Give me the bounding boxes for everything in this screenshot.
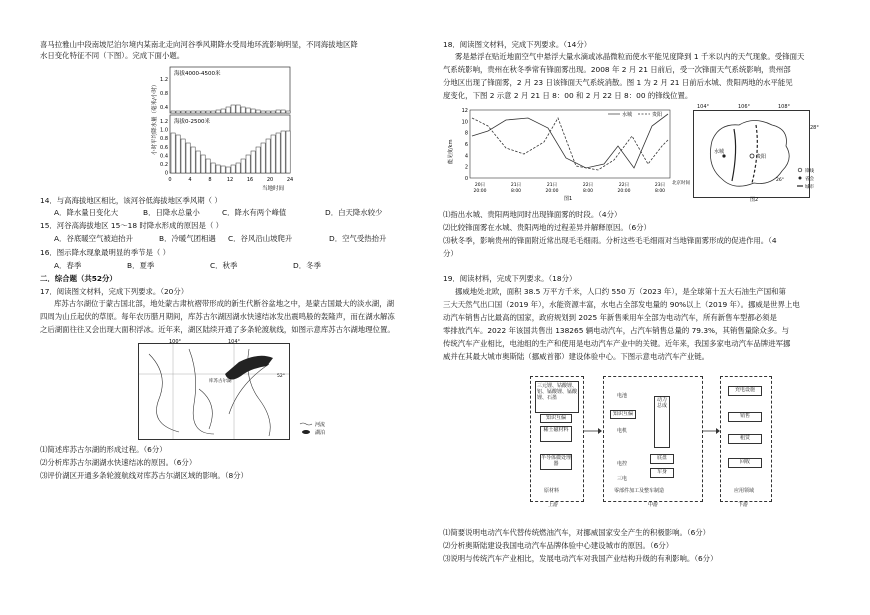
q14-option-d[interactable]: D．白天降水较少 [325, 208, 383, 217]
vis-x-tick [618, 181, 631, 194]
visibility-chart [448, 106, 688, 202]
river-legend-icon [300, 423, 312, 425]
map2-lat-28: 28° [810, 125, 819, 131]
midstream-label: 零部件加工及整车制造 [614, 488, 665, 494]
rare-earth-box: 稀土磁材料 [540, 426, 572, 442]
map-lon-100: 100° [169, 339, 182, 345]
rain-bottom-bar [206, 159, 210, 173]
battery-label: 电池 [617, 393, 628, 399]
q18-para-1: 雾是悬浮在贴近地面空气中悬浮大量水滴或冰晶微粒而使水平能见度降到 1 千米以内的天气现象。受锋面天 [455, 52, 805, 61]
rain-bottom-bar [231, 165, 235, 173]
rain-bottom-bar [281, 131, 285, 173]
map-legend [298, 420, 338, 442]
tri-electric-label: 三电 [617, 476, 628, 482]
knowledge-box-2: 知识互偏 [610, 410, 636, 419]
guizhou-map [693, 110, 810, 198]
q17-para-3: 之后湖面往往又会出现大面积浮冰。近年来，湖区陆续开通了多条轮渡航线，如图示意库苏古尔湖地理位置。 [40, 325, 395, 334]
q19-sub-1: ⑴简要说明电动汽车代替传统燃油汽车，对挪威国家安全产生的积极影响。（6分） [443, 528, 711, 537]
rainfall-chart [150, 63, 310, 193]
vis-y-tick: 4 [464, 153, 468, 160]
powertrain-box: 动力总成 [654, 396, 670, 448]
map2-legend-svg [796, 166, 836, 192]
q18-sub-3-cont: 分） [443, 249, 458, 258]
rain-bottom-bar [226, 167, 230, 173]
rain-bottom-bar [271, 135, 275, 173]
downstream-stage: 下游 [738, 502, 749, 508]
recycle-box: 回收 [728, 458, 762, 468]
rain-top-bar [191, 111, 195, 113]
vis-caption: 图1 [564, 196, 573, 202]
q19-para-2: 三大天然气出口国（2019 年），水能资源丰富，水电占全部发电量的 90%以上（2019 年）。挪威是世界上电 [443, 300, 800, 309]
map2-lon-106: 106° [738, 104, 751, 110]
lease-box: 租赁 [728, 434, 762, 444]
vis-frame [470, 110, 670, 178]
vis-ylabel: 能见度/km [448, 139, 454, 164]
upstream-label: 原材料 [544, 488, 560, 494]
vis-y-tick: 2 [464, 164, 468, 171]
rain-bottom-bar [246, 155, 250, 173]
guiyang-label: 贵阳 [756, 154, 767, 160]
rainfall-chart-svg [150, 63, 310, 193]
rain-top-label: 海拔4000-4500米 [174, 71, 221, 77]
legend-city-label: 城市 [805, 185, 814, 190]
rain-top-bar [271, 111, 275, 113]
q17-sub-2: ⑵分析库苏古尔湖湖水快速结冰的原因。（6分） [40, 458, 197, 467]
rain-bottom-tick: 1.2 [160, 119, 168, 125]
arrow-up-mid-head [598, 428, 602, 434]
rain-x-tick: 20 [266, 177, 274, 183]
rain-x-tick: 0 [168, 177, 172, 183]
legend-capital-icon [798, 168, 802, 172]
rain-top-bar [286, 111, 290, 113]
rain-bottom-label: 海拔0-2500米 [174, 119, 210, 125]
charging-box: 充电设施 [728, 386, 762, 396]
q19-sub-3: ⑶说明与传统汽车产业相比，发展电动汽车对我国产业结构升级的有利影响。（6分） [443, 554, 718, 563]
rain-top-bar [266, 111, 270, 113]
intro-line-1: 喜马拉雅山中段南坡尼泊尔境内某南北走向河谷季风期降水受局地环流影响明显，不同海拔地区降 [40, 40, 358, 49]
q17-para-1: 库苏古尔湖位于蒙古国北部，地处蒙古肃杭褶带形成的新生代断谷盆地之中，是蒙古国最大的淡水湖，湖 [54, 299, 394, 308]
rain-bottom-bar [221, 166, 225, 173]
rain-x-tick: 12 [226, 177, 234, 183]
rain-x-tick: 8 [208, 177, 212, 183]
rain-top-bar [246, 108, 250, 113]
rain-x-tick: 4 [188, 177, 192, 183]
chassis-box: 底盘 [650, 454, 674, 464]
map2-lon-104: 104° [697, 104, 710, 110]
sales-box: 销售 [728, 412, 762, 422]
rain-top-bar [196, 111, 200, 113]
legend-front-label: 锋线 [805, 169, 814, 174]
rain-top-bar [221, 109, 225, 113]
q14-option-c[interactable]: C．降水有两个峰值 [222, 208, 287, 217]
q17-sub-3: ⑶评价湖区开通多条轮渡航线对库苏古尔湖区域的影响。（8分） [40, 471, 248, 480]
q19-para-3: 动汽车销售占比最高的国家，政府规划到 2025 年新售乘用车全部为电动汽车，所有新售车型都必须是 [443, 313, 777, 322]
q18-para-3: 分地区出现了锋面雾，2 月 23 日该锋面天气系统消散。图 1 为 2 月 21 日前后水城、贵阳两地的水平能见 [443, 78, 793, 87]
body-box: 车身 [650, 468, 674, 478]
vis-y-tick: 10 [461, 119, 468, 126]
rain-top-bar [236, 105, 240, 113]
rain-top-bar [276, 110, 280, 113]
rain-top-bar [206, 111, 210, 113]
shuicheng-label: 水城 [714, 149, 725, 155]
front-line-21 [732, 129, 736, 181]
rain-bottom-bar [186, 143, 190, 173]
legend-b-label: 贵阳 [652, 112, 663, 118]
svg-text:21日: 21日 [510, 183, 522, 188]
rain-bottom-bar [241, 159, 245, 173]
map2-legend [796, 166, 836, 196]
q18-sub-2: ⑵比较锋面雾在水城、贵阳两地的过程差异并解释原因。（6分） [443, 223, 651, 232]
q19-stem: 19．阅读材料，完成下列要求。（18分） [443, 274, 577, 283]
vis-y-tick: 12 [461, 108, 468, 114]
control-label: 电控 [617, 461, 628, 467]
q17-para-2: 四周为山丘起伏的草原。每年农历腊月期间，库苏古尔湖因湖水快速结冰发出震鸣般的轰隆声，而在湖水解冻 [40, 312, 395, 321]
rain-x-tick: 24 [286, 177, 294, 183]
legend-city-icon [799, 177, 802, 180]
svg-text:22日: 22日 [582, 183, 594, 188]
map-lon-104-label: 104° [228, 339, 241, 345]
rain-bottom-bar [211, 163, 215, 173]
q18-para-4: 度变化，下图 2 示意 2 月 21 日 8：00 和 2 月 22 日 8：00 的锋线位置。 [443, 91, 693, 100]
rain-top-bar [201, 111, 205, 113]
q15-stem: 15．河谷高海拔地区 15～18 时降水形成的原因是（ ） [40, 221, 224, 230]
q19-para-6: 威并在其最大城市奥斯陆（挪威首都）建设体验中心。下图示意电动汽车产业链。 [443, 352, 710, 361]
q18-para-2: 气系统影响，贵州在秋冬季常有锋面雾出现。2008 年 2 月 21 日前后，受一次锋面天气系统影响，贵州部 [443, 65, 791, 74]
rain-top-tick: 0.8 [160, 91, 168, 97]
svg-text:8:00: 8:00 [510, 189, 522, 194]
q16-option-d[interactable]: D．冬季 [293, 261, 321, 270]
svg-text:8:00: 8:00 [654, 189, 666, 194]
ev-chain-diagram [530, 376, 780, 512]
semiconductor-box: 半导体微处理器 [540, 454, 572, 470]
q15-option-b[interactable]: B．冷暖气团相遇 [159, 234, 216, 243]
q16-option-c[interactable]: C．秋季 [210, 261, 238, 270]
rain-top-bar [256, 110, 260, 113]
q16-stem: 16．图示降水现象最明显的季节是（ ） [40, 248, 171, 257]
legend-river-label: 河流 [315, 422, 326, 428]
svg-text:20:00: 20:00 [473, 189, 487, 194]
q19-sub-2: ⑵分析奥斯陆建设我国电动汽车品牌体验中心建设城市的原因。（6分） [443, 541, 674, 550]
q16-option-b[interactable]: B．夏季 [127, 261, 155, 270]
knowledge-box-1: 知识互偏 [540, 414, 572, 423]
lat-26: 26° [776, 178, 784, 183]
rain-bottom-tick: 1.0 [160, 127, 168, 134]
legend-a-label: 水城 [622, 112, 633, 118]
visibility-chart-svg [448, 106, 688, 202]
rain-top-bar [176, 111, 180, 113]
q19-para-1: 挪威地处北欧，面积 38.5 万平方千米，人口约 550 万（2023 年），是全球第十五大石油生产国和第 [455, 287, 786, 296]
vis-x-tick [546, 181, 559, 194]
rain-x-tick: 16 [246, 177, 254, 183]
lake-legend-icon [302, 430, 310, 434]
series-guiyang [472, 118, 668, 170]
vis-y-tick: 6 [464, 142, 468, 148]
rain-bottom-tick: 0.6 [160, 144, 168, 151]
q17-stem: 17．阅读图文材料，完成下列要求。（20分） [40, 287, 189, 296]
rain-top-bar [186, 111, 190, 113]
vis-xlabel: 北京时间 [672, 181, 690, 186]
legend-capital-label: 省会 [805, 177, 814, 182]
rain-bottom-bar [236, 163, 240, 173]
rain-xlabel: 当地时间 [262, 186, 285, 192]
rain-top-bar [251, 109, 255, 113]
q18-sub-1: ⑴指出水城、贵阳两地同时出现锋面雾的时段。（4分） [443, 210, 622, 219]
midstream-stage: 中游 [648, 502, 659, 508]
series-shuicheng [472, 114, 668, 168]
rain-bottom-bar [286, 131, 290, 173]
q18-stem: 18．阅读图文材料，完成下列要求。（14分） [443, 40, 592, 49]
rain-bottom-tick: 0 [164, 170, 168, 177]
svg-text:8:00: 8:00 [582, 189, 594, 194]
rain-top-bar [171, 111, 175, 113]
q14-option-a[interactable]: A．降水量日变化大 [54, 208, 119, 217]
rain-top-bar [241, 107, 245, 113]
lake-label: 库苏古尔湖 [209, 379, 232, 384]
rain-bottom-bar [201, 155, 205, 173]
rain-bottom-tick: 0.2 [160, 162, 168, 168]
rain-bottom-bar [181, 139, 185, 173]
rain-top-bar [181, 111, 185, 113]
q14-stem: 14．与高海拔地区相比，该河谷低海拔地区季风期（ ） [40, 196, 222, 205]
map2-lon-108: 108° [778, 104, 791, 110]
svg-text:20:00: 20:00 [545, 189, 559, 194]
rain-bottom-tick: 0.4 [160, 153, 168, 160]
rain-bottom-bar [256, 147, 260, 173]
raw-materials-box: 三元锂、钴酸锂、铝、锰酸锂、锰酸锂、石墨 [535, 381, 579, 413]
rain-bottom-bar [276, 133, 280, 173]
motor-label: 电机 [617, 428, 628, 434]
svg-text:23日: 23日 [654, 183, 666, 188]
vis-x-tick [655, 181, 665, 194]
rain-top-bar [211, 111, 215, 113]
section-2-title: 二．综合题（共52分） [40, 274, 117, 283]
rain-bottom-bar [261, 143, 265, 173]
rain-top-bar [261, 111, 265, 113]
vis-x-tick [511, 181, 521, 194]
map2-caption: 图2 [750, 197, 759, 203]
rain-top-bar [226, 107, 230, 113]
rain-top-bar [231, 105, 235, 113]
rain-top-bar [216, 110, 220, 113]
rain-top-tick: 1.2 [160, 77, 168, 83]
svg-text:20:00: 20:00 [617, 189, 631, 194]
rain-bottom-bar [171, 133, 175, 173]
rain-ylabel: 小时平均降水量（毫米/小时） [152, 81, 158, 155]
vis-y-tick: 8 [464, 130, 468, 137]
q15-option-c[interactable]: C．谷风沿山坡爬升 [228, 234, 293, 243]
svg-text:20日: 20日 [474, 183, 486, 188]
vis-x-tick [474, 181, 487, 194]
legend-lake-label: 湖泊 [315, 430, 326, 436]
rain-bottom-bar [251, 151, 255, 173]
q15-option-d[interactable]: D．空气受热抬升 [329, 234, 387, 243]
vis-y-tick: 0 [464, 176, 468, 182]
svg-text:22日: 22日 [618, 183, 630, 188]
upstream-stage: 上游 [548, 502, 559, 508]
rain-bottom-bar [176, 135, 180, 173]
q15-option-a[interactable]: A．谷底暖空气被迫抬升 [54, 234, 133, 243]
rain-bottom-bar [196, 151, 200, 173]
legend-svg [298, 420, 338, 438]
downstream-label: 应用领域 [734, 488, 755, 494]
rain-top-tick: 0.4 [160, 105, 168, 111]
map-lat-52: 52° [277, 374, 285, 379]
q16-option-a[interactable]: A．春季 [54, 261, 82, 270]
vis-x-tick [583, 181, 593, 194]
q19-para-4: 零排放汽车。2022 年该国共售出 138265 辆电动汽车，占汽车销售总量的 79.3%，其销售量除众多。与 [443, 326, 789, 335]
rain-bottom-bar [216, 165, 220, 173]
q14-option-b[interactable]: B．日降水总量小 [143, 208, 200, 217]
rain-top-bar [281, 110, 285, 113]
q18-sub-3: ⑶秋冬季，影响贵州的锋面附近常出现毛毛细雨。分析这些毛毛细雨对当地锋面雾形成的促进作用。（4 [443, 236, 777, 245]
intro-line-2: 水日变化特征不同（下图）。完成下面小题。 [40, 51, 185, 60]
rain-bottom-bar [266, 139, 270, 173]
rain-bottom-tick: 0.8 [160, 136, 168, 143]
svg-text:21日: 21日 [546, 183, 558, 188]
q17-sub-1: ⑴简述库苏古尔湖的形成过程。（6分） [40, 445, 167, 454]
q19-para-5: 传统汽车产业相比，电池组的生产和使用是电动汽车产业中的关键。近年来，我国多家电动汽车品牌进军挪 [443, 339, 791, 348]
guizhou-map-svg [694, 111, 809, 197]
rain-bottom-bar [191, 147, 195, 173]
guiyang-dot [750, 154, 754, 158]
